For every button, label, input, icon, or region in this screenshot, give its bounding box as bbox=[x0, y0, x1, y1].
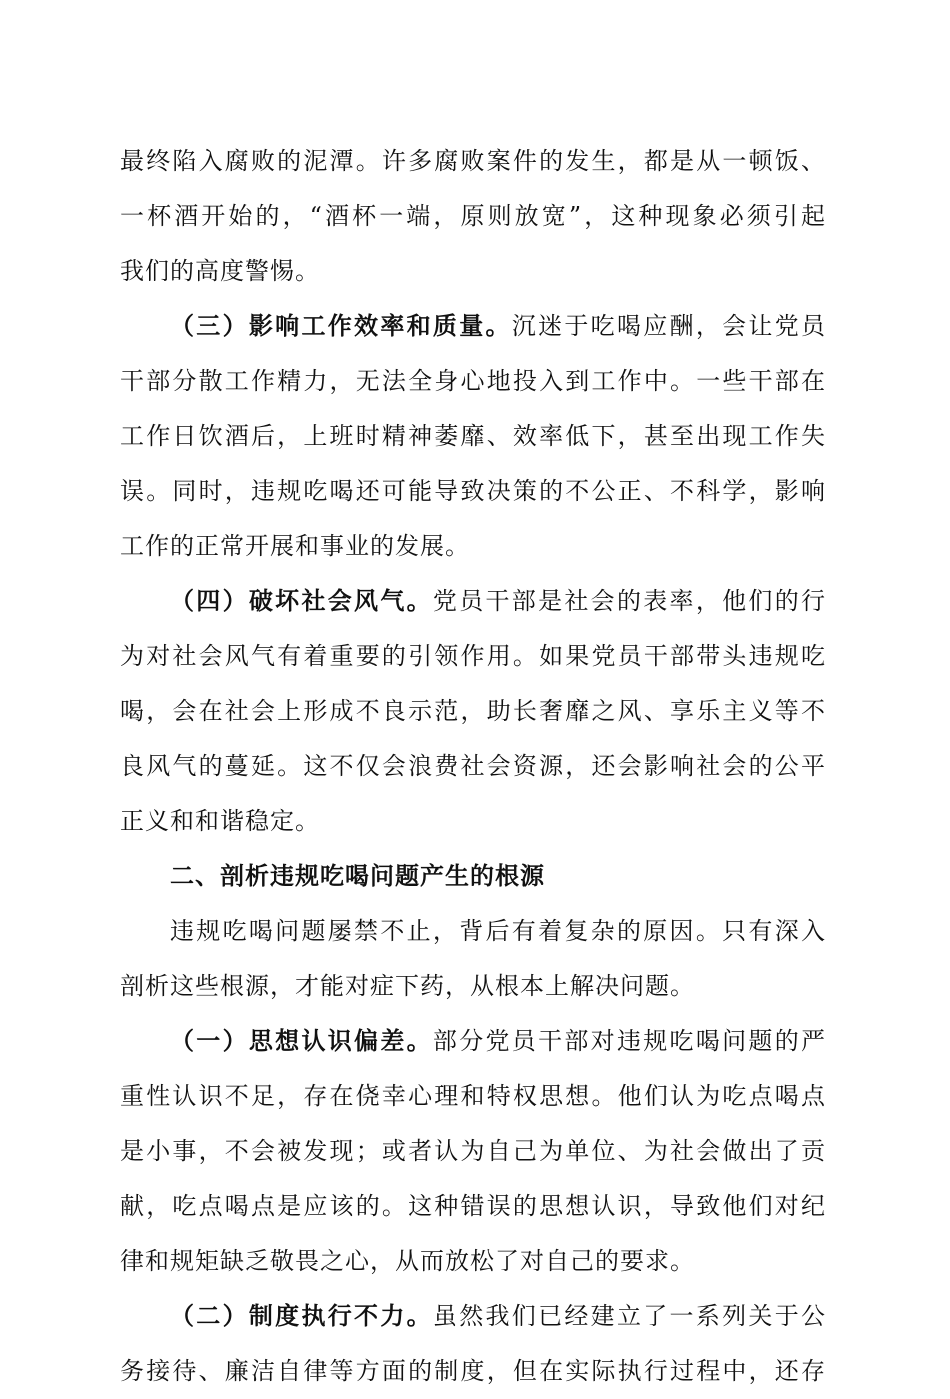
section-lead: （四）破坏社会风气。 bbox=[170, 587, 433, 615]
text-line: 良风气的蔓延。这不仅会浪费社会资源，还会影响社会的公平 bbox=[120, 752, 826, 780]
document-page bbox=[120, 134, 826, 1399]
paragraph bbox=[120, 1289, 826, 1399]
paragraph bbox=[120, 904, 826, 1014]
text-line: 律和规矩缺乏敬畏之心，从而放松了对自己的要求。 bbox=[120, 1247, 695, 1275]
text-line: 干部分散工作精力，无法全身心地投入到工作中。一些干部在 bbox=[120, 367, 826, 395]
paragraph bbox=[120, 1014, 826, 1289]
text-span: 党员干部是社会的表率，他们的行 bbox=[432, 587, 827, 615]
section-lead: （三）影响工作效率和质量。 bbox=[170, 312, 512, 340]
text-line bbox=[120, 299, 826, 354]
text-line: 工作的正常开展和事业的发展。 bbox=[120, 532, 470, 560]
section-heading bbox=[120, 849, 826, 904]
text-line: 剖析这些根源，才能对症下药，从根本上解决问题。 bbox=[120, 972, 695, 1000]
text-line: 是小事，不会被发现；或者认为自己为单位、为社会做出了贡 bbox=[120, 1137, 826, 1165]
text-line bbox=[120, 1289, 826, 1344]
text-line bbox=[120, 574, 826, 629]
text-line: 一杯酒开始的，“酒杯一端，原则放宽”，这种现象必须引起 bbox=[120, 202, 826, 230]
paragraph bbox=[120, 574, 826, 849]
text-span: 虽然我们已经建立了一系列关于公 bbox=[432, 1302, 827, 1330]
section-lead: （二）制度执行不力。 bbox=[170, 1302, 433, 1330]
text-line: 正义和和谐稳定。 bbox=[120, 807, 320, 835]
text-line: 违规吃喝问题屡禁不止，背后有着复杂的原因。只有深入 bbox=[170, 917, 826, 945]
text-line: 重性认识不足，存在侥幸心理和特权思想。他们认为吃点喝点 bbox=[120, 1082, 826, 1110]
text-line: 为对社会风气有着重要的引领作用。如果党员干部带头违规吃 bbox=[120, 642, 826, 670]
section-lead: （一）思想认识偏差。 bbox=[170, 1027, 433, 1055]
paragraph bbox=[120, 299, 826, 574]
text-span: 沉迷于吃喝应酬，会让党员 bbox=[511, 312, 827, 340]
text-line: 献，吃点喝点是应该的。这种错误的思想认识，导致他们对纪 bbox=[120, 1192, 826, 1220]
text-line bbox=[120, 1014, 826, 1069]
text-line: 误。同时，违规吃喝还可能导致决策的不公正、不科学，影响 bbox=[120, 477, 826, 505]
text-line: 工作日饮酒后，上班时精神萎靡、效率低下，甚至出现工作失 bbox=[120, 422, 826, 450]
text-line: 喝，会在社会上形成不良示范，助长奢靡之风、享乐主义等不 bbox=[120, 697, 826, 725]
paragraph bbox=[120, 134, 826, 299]
heading-text: 二、剖析违规吃喝问题产生的根源 bbox=[170, 862, 545, 890]
text-line: 务接待、廉洁自律等方面的制度，但在实际执行过程中，还存 bbox=[120, 1357, 826, 1385]
text-line: 我们的高度警惕。 bbox=[120, 257, 320, 285]
text-span: 部分党员干部对违规吃喝问题的严 bbox=[432, 1027, 827, 1055]
text-line: 最终陷入腐败的泥潭。许多腐败案件的发生，都是从一顿饭、 bbox=[120, 147, 826, 175]
